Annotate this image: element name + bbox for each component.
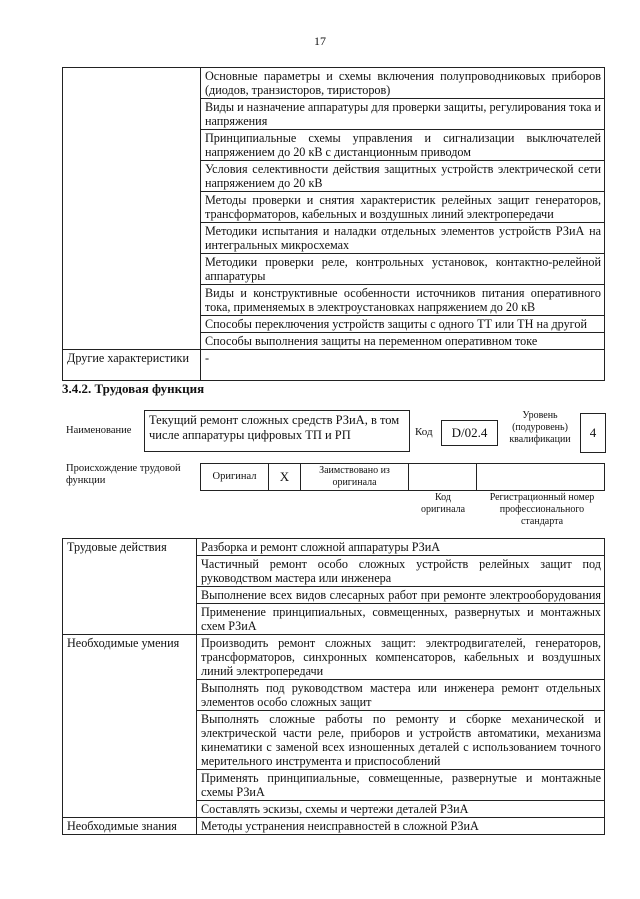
table-cell: Применение принципиальных, совмещенных, развернутых и монтажных схем РЗиА (197, 604, 605, 635)
table-cell: Принципиальные схемы управления и сигнализации выключателей напряжением до 20 кВ с дистанционным приводом (201, 130, 605, 161)
group-label: Необходимые знания (63, 818, 197, 835)
table-cell: Методы проверки и снятия характеристик релейных защит генераторов, трансформаторов, кабельных и воздушных линий электропередачи (201, 192, 605, 223)
table-row (63, 539, 605, 556)
group-label: Необходимые умения (63, 635, 197, 818)
page-number: 17 (314, 34, 326, 48)
table-row (63, 68, 605, 99)
knowledge-table-continued (62, 67, 605, 381)
table-cell: Выполнять под руководством мастера или инженера ремонт отдельных элементов особо сложных защит (197, 680, 605, 711)
name-value: Текущий ремонт сложных средств РЗиА, в том числе аппаратуры цифровых ТП и РП (144, 410, 410, 452)
origin-row (200, 463, 605, 491)
code-value: D/02.4 (441, 420, 498, 446)
group-label-empty (63, 68, 201, 350)
table-cell: Составлять эскизы, схемы и чертежи деталей РЗиА (197, 801, 605, 818)
labor-function-table (62, 538, 605, 835)
name-label: Наименование (66, 425, 132, 436)
level-value: 4 (580, 413, 606, 453)
table-cell: Выполнение всех видов слесарных работ при ремонте электрооборудования (197, 587, 605, 604)
section-title: 3.4.2. Трудовая функция (62, 381, 205, 396)
table-cell: Основные параметры и схемы включения полупроводниковых приборов (диодов, транзисторов, тиристоров) (201, 68, 605, 99)
table-cell: Виды и назначение аппаратуры для проверки защиты, регулирования тока и напряжения (201, 99, 605, 130)
table-row (63, 350, 605, 381)
reg-number-label: Регистрационный номер профессионального стандарта (489, 492, 595, 527)
original-cell (201, 464, 269, 490)
other-characteristics-value: - (201, 350, 605, 381)
table-cell: Частичный ремонт особо сложных устройств релейных защит под руководством мастера или инженера (197, 556, 605, 587)
reg-number-cell (477, 464, 604, 490)
original-mark-cell (269, 464, 301, 490)
origin-code-cell (409, 464, 477, 490)
table-cell: Методики испытания и наладки отдельных элементов устройств РЗиА на интегральных микросхемах (201, 223, 605, 254)
table-cell: Методы устранения неисправностей в сложной РЗиА (197, 818, 605, 835)
table-cell: Разборка и ремонт сложной аппаратуры РЗиА (197, 539, 605, 556)
origin-code-label: Код оригинала (420, 492, 466, 515)
borrowed-cell (301, 464, 409, 490)
other-characteristics-label: Другие характеристики (63, 350, 201, 381)
group-label: Трудовые действия (63, 539, 197, 635)
table-cell: Выполнять сложные работы по ремонту и сборке механической и электрической части реле, приборов и устройств автоматики, механизма кинематики с заменой всех изношенных деталей с использованием точного мерительного инструмента и приспособлений (197, 711, 605, 770)
table-row (63, 818, 605, 835)
table-cell: Производить ремонт сложных защит: электродвигателей, генераторов, трансформаторов, синхронных компенсаторов, кабельных и воздушных линий электропередачи (197, 635, 605, 680)
table-cell: Способы переключения устройств защиты с одного ТТ или ТН на другой (201, 316, 605, 333)
level-label: Уровень (подуровень) квалификации (509, 410, 571, 445)
table-cell: Способы выполнения защиты на переменном оперативном токе (201, 333, 605, 350)
table-row (63, 635, 605, 680)
table-cell: Применять принципиальные, совмещенные, развернутые и монтажные схемы РЗиА (197, 770, 605, 801)
original-label: Оригинал (212, 471, 257, 482)
borrowed-label: Заимствовано из оригинала (319, 465, 390, 488)
table-cell: Условия селективности действия защитных устройств электрической сети напряжением до 20 кВ (201, 161, 605, 192)
table-cell: Виды и конструктивные особенности источников питания оперативного тока, применяемых в электроустановках напряжением до 20 кВ (201, 285, 605, 316)
origin-label: Происхождение трудовой функции (66, 463, 181, 486)
code-label: Код (415, 426, 433, 438)
original-mark: X (279, 469, 290, 484)
table-cell: Методики проверки реле, контрольных установок, контактно-релейной аппаратуры (201, 254, 605, 285)
